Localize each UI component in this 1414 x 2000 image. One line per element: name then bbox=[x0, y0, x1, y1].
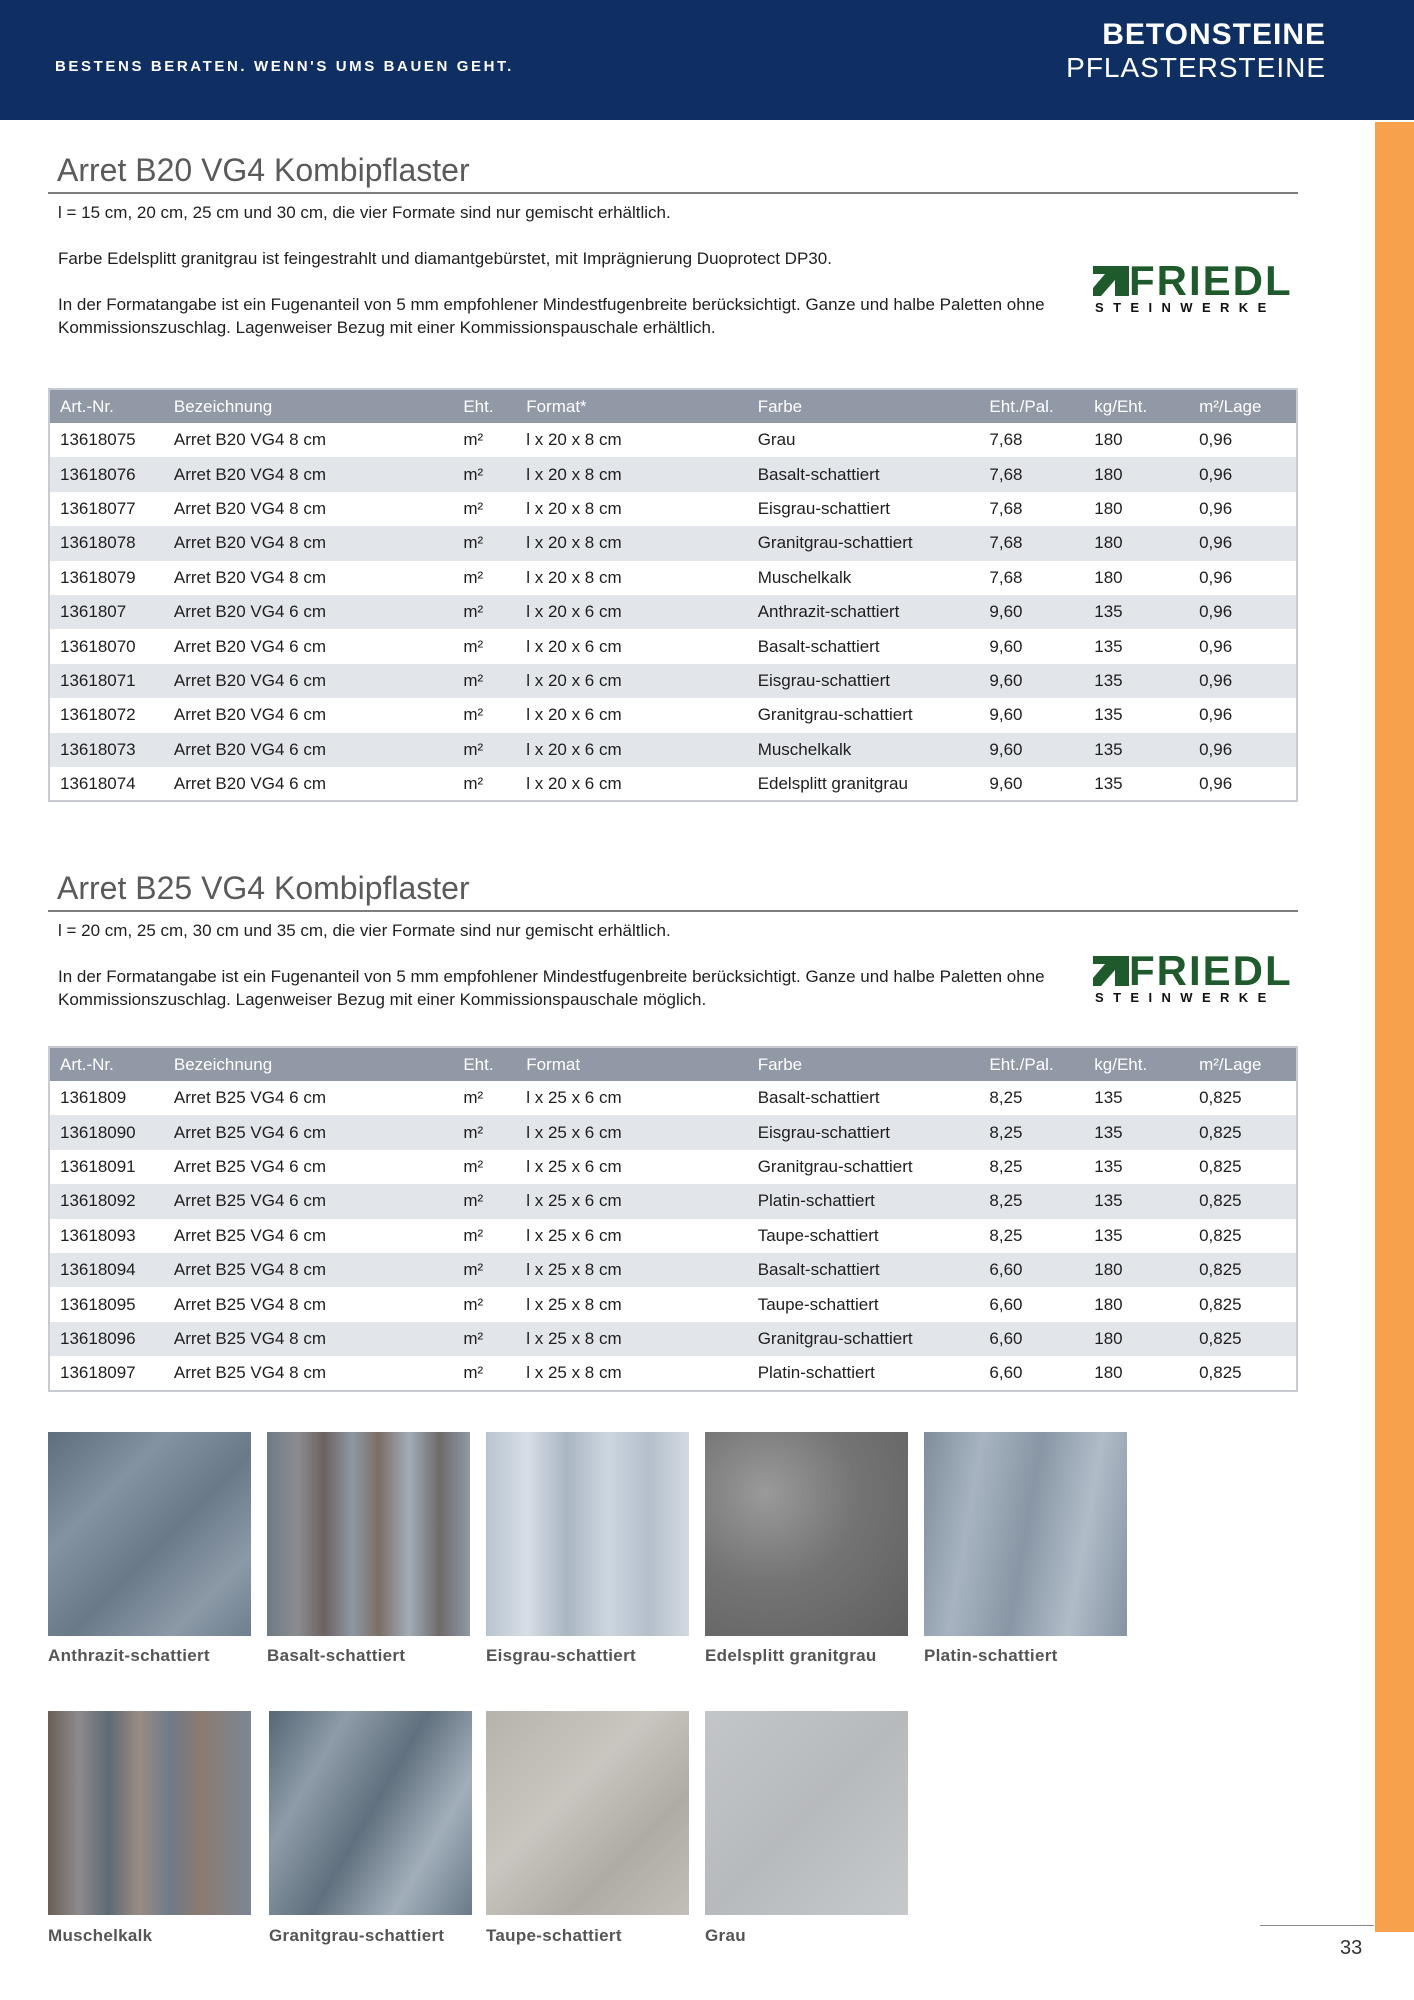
table-cell: 0,96 bbox=[1189, 457, 1297, 491]
table-cell: m² bbox=[463, 1294, 484, 1314]
table-cell: Arret B20 VG4 8 cm bbox=[173, 430, 326, 450]
table-cell: 0,96 bbox=[1199, 498, 1233, 518]
section1-title-rule bbox=[48, 192, 1298, 194]
table-row bbox=[49, 767, 1297, 801]
swatch-label-anthrazit-schattiert: Anthrazit-schattiert bbox=[48, 1646, 210, 1665]
swatch-grau bbox=[705, 1711, 908, 1915]
table-cell: Arret B20 VG4 6 cm bbox=[173, 773, 326, 793]
table-cell: l x 25 x 6 cm bbox=[516, 1184, 747, 1218]
friedl-logo bbox=[1093, 257, 1298, 322]
table-cell: 9,60 bbox=[979, 664, 1084, 698]
column-header: Format bbox=[516, 1047, 747, 1081]
table-cell: m² bbox=[453, 526, 516, 560]
table-cell: Eisgrau-schattiert bbox=[757, 498, 890, 518]
table-cell: 135 bbox=[1094, 1088, 1123, 1108]
table-cell: Arret B20 VG4 6 cm bbox=[164, 733, 453, 767]
column-header: Eht. bbox=[453, 1047, 516, 1081]
table-cell: 13618078 bbox=[49, 526, 164, 560]
table-cell: 13618077 bbox=[60, 498, 136, 518]
table-cell: m² bbox=[453, 1115, 516, 1149]
table-cell: 180 bbox=[1094, 1362, 1123, 1382]
table-cell: l x 20 x 8 cm bbox=[516, 457, 747, 491]
table-cell: 180 bbox=[1084, 526, 1189, 560]
table-cell: m² bbox=[463, 1362, 484, 1382]
table-cell: m² bbox=[453, 1184, 516, 1218]
table-cell: 13618092 bbox=[49, 1184, 164, 1218]
table-cell: l x 25 x 8 cm bbox=[526, 1294, 622, 1314]
table-cell: 0,96 bbox=[1199, 430, 1233, 450]
column-header: kg/Eht. bbox=[1084, 1047, 1189, 1081]
table-cell: 0,96 bbox=[1189, 664, 1297, 698]
table-cell: 7,68 bbox=[979, 526, 1084, 560]
table-cell: Anthrazit-schattiert bbox=[748, 595, 980, 629]
table-cell: 0,825 bbox=[1189, 1322, 1297, 1356]
table-cell: 0,825 bbox=[1189, 1184, 1297, 1218]
logo-subtitle: STEINWERKE bbox=[1095, 990, 1276, 1005]
column-header: Bezeichnung bbox=[164, 1047, 453, 1081]
table-cell: Arret B20 VG4 6 cm bbox=[173, 705, 326, 725]
section2-title-rule bbox=[48, 910, 1298, 912]
table-cell: 13618091 bbox=[60, 1156, 136, 1176]
table-row bbox=[49, 1115, 1297, 1149]
swatch-platin-schattiert bbox=[924, 1432, 1127, 1636]
table-cell: l x 20 x 6 cm bbox=[516, 595, 747, 629]
table-cell: 0,96 bbox=[1189, 595, 1297, 629]
column-header: Art.-Nr. bbox=[49, 389, 164, 423]
page-number: 33 bbox=[1340, 1937, 1363, 1959]
swatch-label-basalt-schattiert: Basalt-schattiert bbox=[267, 1646, 406, 1665]
table-cell: l x 25 x 8 cm bbox=[526, 1362, 622, 1382]
table-cell: 6,60 bbox=[979, 1322, 1084, 1356]
column-header: Farbe bbox=[748, 389, 980, 423]
table-cell: l x 25 x 6 cm bbox=[526, 1156, 622, 1176]
table-cell: Edelsplitt granitgrau bbox=[757, 773, 908, 793]
table-row bbox=[49, 1287, 1297, 1321]
table-cell: 135 bbox=[1094, 1156, 1123, 1176]
table-cell: 135 bbox=[1084, 595, 1189, 629]
table-cell: Platin-schattiert bbox=[757, 1362, 875, 1382]
table-row bbox=[49, 1219, 1297, 1253]
table-cell: l x 20 x 6 cm bbox=[516, 733, 747, 767]
table-cell: 6,60 bbox=[989, 1294, 1023, 1314]
swatch-basalt-schattiert bbox=[267, 1432, 470, 1636]
table-row bbox=[49, 664, 1297, 698]
table-cell: 0,825 bbox=[1199, 1088, 1242, 1108]
section2-format-info: In der Formatangabe ist ein Fugenanteil von 5 mm empfohlener Mindestfugenbreite berücksichtigt. Ganze und halbe Paletten ohne Kommissionszuschlag. Lagenweiser Bezug mit einer Kommissionspauschale möglich. bbox=[58, 967, 1045, 1009]
table-cell: 13618071 bbox=[49, 664, 164, 698]
table-cell: 13618070 bbox=[60, 636, 136, 656]
table-cell: Arret B20 VG4 6 cm bbox=[173, 636, 326, 656]
swatch-label-grau: Grau bbox=[705, 1926, 746, 1945]
table-row bbox=[49, 526, 1297, 560]
swatch-taupe-schattiert bbox=[486, 1711, 689, 1915]
section1-color-note: Farbe Edelsplitt granitgrau ist feingestrahlt und diamantgebürstet, mit Imprägnierung Duoprotect DP30. bbox=[58, 249, 832, 268]
friedl-logo-icon bbox=[1093, 266, 1129, 296]
table-cell: 180 bbox=[1084, 1253, 1189, 1287]
table-cell: l x 20 x 6 cm bbox=[516, 664, 747, 698]
table-cell: 13618090 bbox=[49, 1115, 164, 1149]
column-header: m²/Lage bbox=[1189, 1047, 1297, 1081]
table-cell: m² bbox=[463, 1225, 484, 1245]
table-cell: 13618073 bbox=[49, 733, 164, 767]
table-cell: Arret B25 VG4 8 cm bbox=[173, 1294, 326, 1314]
table-cell: 0,825 bbox=[1199, 1156, 1242, 1176]
swatch-muschelkalk bbox=[48, 1711, 251, 1915]
table-cell: m² bbox=[463, 773, 484, 793]
friedl-logo-icon bbox=[1093, 956, 1129, 986]
table-cell: 180 bbox=[1094, 498, 1123, 518]
section2-title: Arret B25 VG4 Kombipflaster bbox=[57, 870, 470, 906]
column-header: Art.-Nr. bbox=[49, 1047, 164, 1081]
table-cell: 6,60 bbox=[979, 1253, 1084, 1287]
table-row bbox=[49, 733, 1297, 767]
table-cell: Arret B25 VG4 6 cm bbox=[164, 1184, 453, 1218]
swatch-label-eisgrau-schattiert: Eisgrau-schattiert bbox=[486, 1646, 636, 1665]
table-cell: 0,825 bbox=[1199, 1362, 1242, 1382]
product-table-b20 bbox=[48, 388, 1298, 802]
table-row bbox=[49, 561, 1297, 595]
table-cell: l x 20 x 8 cm bbox=[516, 526, 747, 560]
table-cell: m² bbox=[463, 636, 484, 656]
table-cell: Arret B20 VG4 8 cm bbox=[164, 457, 453, 491]
table-cell: Granitgrau-schattiert bbox=[748, 1322, 980, 1356]
table-cell: Arret B20 VG4 8 cm bbox=[164, 526, 453, 560]
table-cell: 8,25 bbox=[989, 1088, 1023, 1108]
page-header bbox=[0, 0, 1414, 120]
swatch-eisgrau-schattiert bbox=[486, 1432, 689, 1636]
swatch-label-taupe-schattiert: Taupe-schattiert bbox=[486, 1926, 622, 1945]
table-cell: 7,68 bbox=[989, 430, 1023, 450]
table-cell: l x 20 x 6 cm bbox=[526, 636, 622, 656]
table-cell: 13618072 bbox=[60, 705, 136, 725]
table-cell: l x 20 x 6 cm bbox=[526, 705, 622, 725]
table-cell: Taupe-schattiert bbox=[757, 1225, 879, 1245]
table-header-row bbox=[49, 389, 1297, 423]
table-cell: Basalt-schattiert bbox=[748, 457, 980, 491]
table-cell: 13618075 bbox=[60, 430, 136, 450]
table-row bbox=[49, 492, 1297, 526]
column-header: Farbe bbox=[748, 1047, 980, 1081]
table-cell: Arret B20 VG4 8 cm bbox=[173, 567, 326, 587]
category-sub: PFLASTERSTEINE bbox=[1066, 52, 1326, 83]
table-cell: 7,68 bbox=[989, 498, 1023, 518]
header-slogan: BESTENS BERATEN. WENN'S UMS BAUEN GEHT. bbox=[55, 58, 514, 75]
table-cell: m² bbox=[463, 705, 484, 725]
table-cell: 180 bbox=[1094, 1294, 1123, 1314]
swatch-label-platin-schattiert: Platin-schattiert bbox=[924, 1646, 1058, 1665]
table-cell: 13618096 bbox=[49, 1322, 164, 1356]
table-cell: 0,825 bbox=[1199, 1225, 1242, 1245]
table-cell: 9,60 bbox=[989, 773, 1023, 793]
table-cell: 135 bbox=[1084, 733, 1189, 767]
table-cell: 8,25 bbox=[979, 1184, 1084, 1218]
table-cell: 180 bbox=[1094, 567, 1123, 587]
section1-title: Arret B20 VG4 Kombipflaster bbox=[57, 152, 470, 188]
column-header: Format* bbox=[516, 389, 747, 423]
table-row bbox=[49, 1184, 1297, 1218]
table-cell: Arret B20 VG4 6 cm bbox=[164, 595, 453, 629]
table-cell: 0,96 bbox=[1199, 636, 1233, 656]
table-cell: 0,96 bbox=[1189, 526, 1297, 560]
table-cell: m² bbox=[453, 733, 516, 767]
table-cell: 13618093 bbox=[60, 1225, 136, 1245]
swatch-edelsplitt-granitgrau bbox=[705, 1432, 908, 1636]
table-cell: Arret B25 VG4 6 cm bbox=[164, 1115, 453, 1149]
table-cell: 9,60 bbox=[979, 595, 1084, 629]
table-cell: 135 bbox=[1094, 705, 1123, 725]
column-header: m²/Lage bbox=[1189, 389, 1297, 423]
table-cell: l x 25 x 6 cm bbox=[526, 1225, 622, 1245]
table-cell: Basalt-schattiert bbox=[757, 1088, 880, 1108]
table-cell: 6,60 bbox=[989, 1362, 1023, 1382]
table-cell: Eisgrau-schattiert bbox=[748, 664, 980, 698]
table-cell: 9,60 bbox=[979, 733, 1084, 767]
logo-name: FRIEDL bbox=[1129, 947, 1293, 994]
table-cell: 8,25 bbox=[989, 1156, 1023, 1176]
table-cell: m² bbox=[463, 567, 484, 587]
logo-subtitle: STEINWERKE bbox=[1095, 300, 1276, 315]
table-cell: 135 bbox=[1094, 773, 1123, 793]
table-cell: Granitgrau-schattiert bbox=[757, 705, 913, 725]
table-cell: 135 bbox=[1084, 1184, 1189, 1218]
table-cell: 13618097 bbox=[60, 1362, 136, 1382]
table-cell: m² bbox=[453, 664, 516, 698]
table-cell: 13618079 bbox=[60, 567, 136, 587]
table-cell: 7,68 bbox=[979, 457, 1084, 491]
section2-formats-note: l = 20 cm, 25 cm, 30 cm und 35 cm, die vier Formate sind nur gemischt erhältlich. bbox=[58, 921, 671, 940]
table-cell: 13618094 bbox=[49, 1253, 164, 1287]
table-row bbox=[49, 1081, 1297, 1115]
table-cell: 0,825 bbox=[1199, 1294, 1242, 1314]
table-cell: 180 bbox=[1094, 430, 1123, 450]
table-cell: Arret B25 VG4 8 cm bbox=[173, 1362, 326, 1382]
table-cell: 0,825 bbox=[1189, 1253, 1297, 1287]
column-header: Eht./Pal. bbox=[979, 389, 1084, 423]
table-cell: Arret B25 VG4 6 cm bbox=[173, 1156, 326, 1176]
table-row bbox=[49, 1356, 1297, 1390]
swatch-anthrazit-schattiert bbox=[48, 1432, 251, 1636]
table-cell: 9,60 bbox=[989, 636, 1023, 656]
table-cell: Basalt-schattiert bbox=[757, 636, 880, 656]
column-header: kg/Eht. bbox=[1084, 389, 1189, 423]
table-cell: 135 bbox=[1094, 636, 1123, 656]
footer-rule bbox=[1260, 1925, 1374, 1926]
swatch-label-edelsplitt-granitgrau: Edelsplitt granitgrau bbox=[705, 1646, 877, 1665]
swatch-label-muschelkalk: Muschelkalk bbox=[48, 1926, 153, 1945]
table-cell: l x 25 x 8 cm bbox=[516, 1322, 747, 1356]
table-cell: Muschelkalk bbox=[757, 567, 852, 587]
swatch-granitgrau-schattiert bbox=[269, 1711, 472, 1915]
table-row bbox=[49, 595, 1297, 629]
table-cell: 135 bbox=[1084, 1115, 1189, 1149]
side-accent-bar bbox=[1375, 122, 1414, 1932]
table-cell: 1361807 bbox=[49, 595, 164, 629]
table-cell: 1361809 bbox=[60, 1088, 127, 1108]
column-header: Eht./Pal. bbox=[979, 1047, 1084, 1081]
table-cell: m² bbox=[453, 1253, 516, 1287]
table-cell: l x 25 x 6 cm bbox=[526, 1088, 622, 1108]
table-cell: 135 bbox=[1094, 1225, 1123, 1245]
table-cell: Arret B25 VG4 6 cm bbox=[173, 1225, 326, 1245]
table-cell: l x 20 x 8 cm bbox=[526, 430, 622, 450]
table-cell: 8,25 bbox=[979, 1115, 1084, 1149]
table-cell: Arret B20 VG4 6 cm bbox=[164, 664, 453, 698]
table-cell: Granitgrau-schattiert bbox=[748, 526, 980, 560]
table-cell: 13618074 bbox=[60, 773, 136, 793]
table-cell: m² bbox=[453, 595, 516, 629]
table-header-row bbox=[49, 1047, 1297, 1081]
table-cell: l x 25 x 6 cm bbox=[516, 1115, 747, 1149]
table-cell: Granitgrau-schattiert bbox=[757, 1156, 913, 1176]
column-header: Eht. bbox=[453, 389, 516, 423]
table-cell: 13618076 bbox=[49, 457, 164, 491]
table-cell: 9,60 bbox=[989, 705, 1023, 725]
table-row bbox=[49, 1322, 1297, 1356]
table-cell: 0,96 bbox=[1189, 733, 1297, 767]
table-row bbox=[49, 629, 1297, 663]
table-cell: 8,25 bbox=[989, 1225, 1023, 1245]
table-cell: Arret B25 VG4 6 cm bbox=[173, 1088, 326, 1108]
swatch-label-granitgrau-schattiert: Granitgrau-schattiert bbox=[269, 1926, 445, 1945]
table-cell: 0,96 bbox=[1199, 773, 1233, 793]
product-table-b25 bbox=[48, 1046, 1298, 1392]
table-cell: Arret B20 VG4 8 cm bbox=[173, 498, 326, 518]
table-cell: m² bbox=[453, 1322, 516, 1356]
table-cell: m² bbox=[453, 457, 516, 491]
table-cell: Muschelkalk bbox=[748, 733, 980, 767]
table-cell: l x 25 x 8 cm bbox=[516, 1253, 747, 1287]
table-cell: m² bbox=[463, 1088, 484, 1108]
table-cell: m² bbox=[463, 1156, 484, 1176]
section1-format-info: In der Formatangabe ist ein Fugenanteil von 5 mm empfohlener Mindestfugenbreite berücksichtigt. Ganze und halbe Paletten ohne Kommissionszuschlag. Lagenweiser Bezug mit einer Kommissionspauschale erhältlich. bbox=[58, 295, 1045, 337]
table-cell: Platin-schattiert bbox=[748, 1184, 980, 1218]
table-cell: 0,96 bbox=[1199, 705, 1233, 725]
table-cell: l x 20 x 6 cm bbox=[526, 773, 622, 793]
table-row bbox=[49, 457, 1297, 491]
category-main: BETONSTEINE bbox=[1102, 18, 1326, 51]
friedl-logo-2 bbox=[1093, 947, 1298, 1012]
table-cell: l x 20 x 8 cm bbox=[526, 498, 622, 518]
table-row bbox=[49, 698, 1297, 732]
table-cell: l x 20 x 8 cm bbox=[526, 567, 622, 587]
table-cell: 135 bbox=[1084, 664, 1189, 698]
table-cell: Arret B25 VG4 8 cm bbox=[164, 1322, 453, 1356]
table-cell: Grau bbox=[757, 430, 796, 450]
logo-name: FRIEDL bbox=[1129, 257, 1293, 304]
table-cell: 0,96 bbox=[1199, 567, 1233, 587]
table-cell: 0,825 bbox=[1189, 1115, 1297, 1149]
table-row bbox=[49, 423, 1297, 457]
column-header: Bezeichnung bbox=[164, 389, 453, 423]
table-cell: Basalt-schattiert bbox=[748, 1253, 980, 1287]
table-cell: Taupe-schattiert bbox=[757, 1294, 879, 1314]
section1-formats-note: l = 15 cm, 20 cm, 25 cm und 30 cm, die vier Formate sind nur gemischt erhältlich. bbox=[58, 203, 671, 222]
table-cell: 7,68 bbox=[989, 567, 1023, 587]
table-cell: 13618095 bbox=[60, 1294, 136, 1314]
table-cell: m² bbox=[463, 430, 484, 450]
table-row bbox=[49, 1253, 1297, 1287]
table-cell: m² bbox=[463, 498, 484, 518]
table-row bbox=[49, 1150, 1297, 1184]
table-cell: Arret B25 VG4 8 cm bbox=[164, 1253, 453, 1287]
table-cell: Eisgrau-schattiert bbox=[748, 1115, 980, 1149]
table-cell: 180 bbox=[1084, 1322, 1189, 1356]
table-cell: 180 bbox=[1084, 457, 1189, 491]
